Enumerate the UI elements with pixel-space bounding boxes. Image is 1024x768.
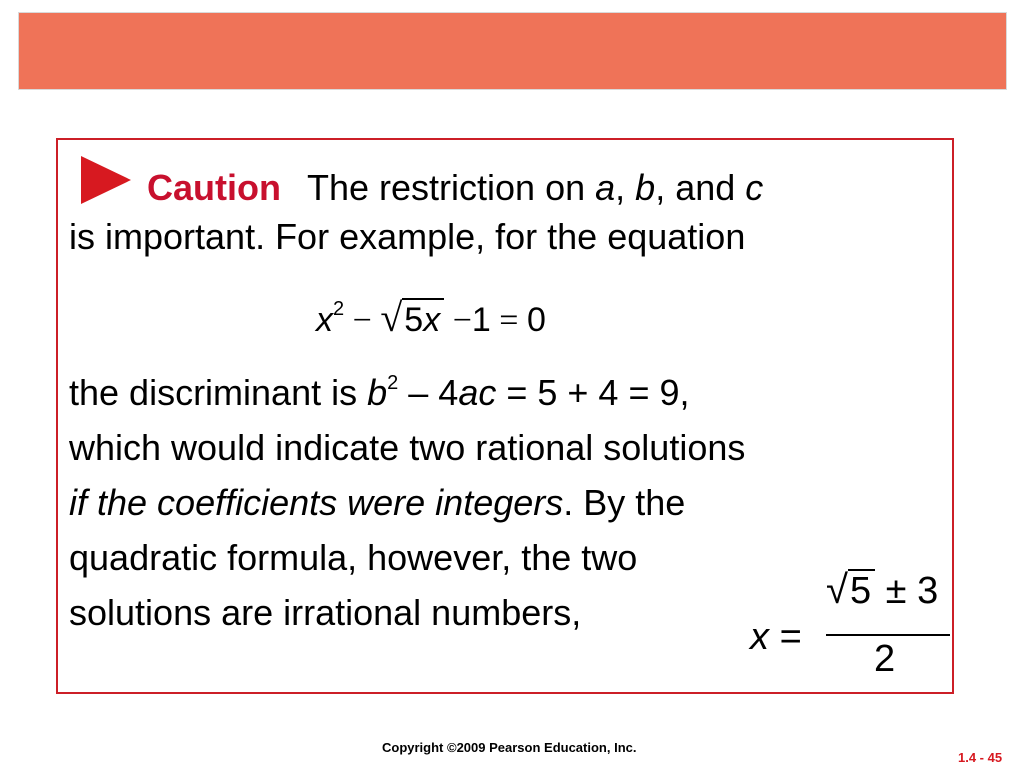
para-italic: if the coefficients were integers <box>69 482 564 523</box>
para-l3-rest: . By the <box>563 482 686 523</box>
and-text: , and <box>655 167 746 208</box>
para-var-ac: ac <box>458 372 497 413</box>
eq1-minus-2: − <box>452 302 472 339</box>
radical-icon: √ <box>826 568 848 612</box>
explanation-paragraph <box>69 356 949 640</box>
eq1-five: 5 <box>404 301 424 339</box>
var-b: b <box>635 167 656 208</box>
formula-equals: = <box>779 616 802 658</box>
para-l1-text: the discriminant is <box>69 372 368 413</box>
formula-numerator <box>826 568 938 613</box>
title-banner <box>18 12 1007 90</box>
fraction-bar <box>826 634 950 636</box>
copyright-footer: Copyright ©2009 Pearson Education, Inc. <box>382 740 637 755</box>
para-exponent: 2 <box>387 372 399 394</box>
formula-denominator: 2 <box>874 638 896 680</box>
para-var-b: b <box>367 372 388 413</box>
eq1-equals: = <box>499 302 519 339</box>
plus-minus: ± <box>885 570 907 612</box>
eq1-radicand <box>402 298 444 340</box>
formula-three: 3 <box>917 570 939 612</box>
caution-label: Caution <box>147 167 281 208</box>
var-c: c <box>745 167 764 208</box>
caution-line-1 <box>69 156 949 210</box>
slide-number: 1.4 - 45 <box>958 750 1003 765</box>
para-line-1 <box>69 356 949 420</box>
eq1-one: 1 <box>471 301 491 339</box>
eq1-zero: 0 <box>526 301 546 339</box>
caution-line-2: is important. For example, for the equation <box>69 216 746 257</box>
para-line-2: which would indicate two rational solutions <box>69 427 746 468</box>
var-a: a <box>595 167 616 208</box>
eq1-minus-1: − <box>352 302 372 339</box>
equation-1 <box>316 284 546 346</box>
para-line-4: quadratic formula, however, the two <box>69 537 638 578</box>
eq1-exponent: 2 <box>333 298 345 320</box>
formula-x: x <box>750 616 769 658</box>
play-arrow-icon <box>81 156 131 204</box>
para-minus-4: – 4 <box>398 372 459 413</box>
formula-five: 5 <box>848 569 875 611</box>
para-line-3 <box>69 475 949 530</box>
caution-line-1-text: The restriction on <box>306 167 596 208</box>
eq1-x2: x <box>423 301 441 339</box>
para-line-5: solutions are irrational numbers, <box>69 592 582 633</box>
eq1-x: x <box>316 301 333 339</box>
caution-text <box>69 156 949 264</box>
formula-lhs <box>750 616 802 659</box>
para-result: = 5 + 4 = 9, <box>496 372 690 413</box>
radical-icon: √ <box>380 295 403 340</box>
comma-1: , <box>615 167 636 208</box>
